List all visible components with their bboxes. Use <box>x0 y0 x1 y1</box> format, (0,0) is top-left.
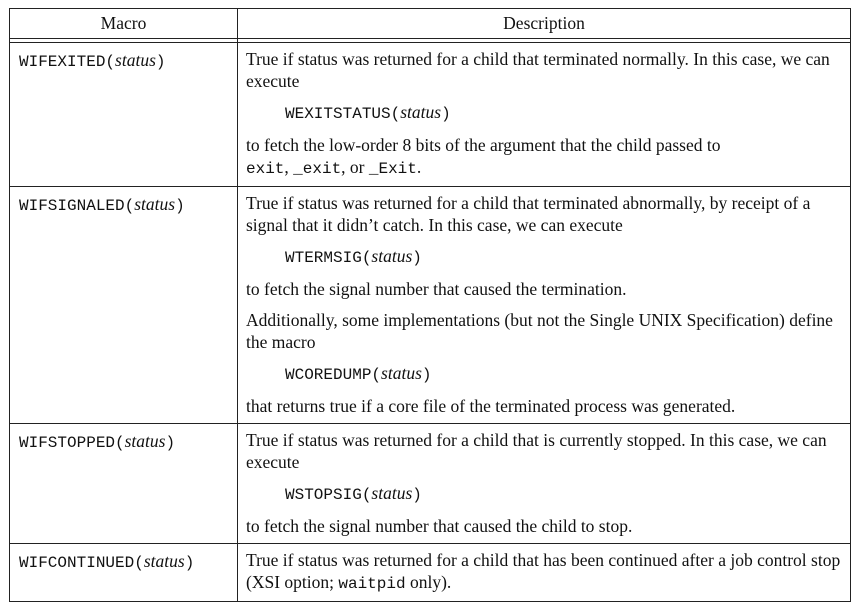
description-cell <box>238 544 851 602</box>
code-example: WCOREDUMP(status) <box>285 363 432 384</box>
table-row <box>10 544 851 602</box>
description-cell <box>238 424 851 544</box>
description-text: True if status was returned for a child that terminated normally. In this case, we can execute <box>246 49 830 91</box>
description-text: to fetch the signal number that caused the termination. <box>246 279 627 299</box>
description-text: True if status was returned for a child that has been continued after a job control stop (XSI option; waitpid only). <box>246 550 841 593</box>
description-text: to fetch the signal number that caused the child to stop. <box>246 516 633 536</box>
macro-name: WIFSIGNALED <box>19 197 125 215</box>
macro-arg: status <box>124 431 166 451</box>
macro-name: WIFSTOPPED <box>19 434 116 452</box>
code-example: WSTOPSIG(status) <box>285 483 422 504</box>
table-header-row <box>10 9 851 39</box>
description-cell <box>238 43 851 187</box>
macro-name: WIFEXITED <box>19 53 106 71</box>
description-text: that returns true if a core file of the terminated process was generated. <box>246 396 736 416</box>
document <box>9 8 850 602</box>
description-cell <box>238 187 851 424</box>
macro-cell: WIFSTOPPED(status) <box>10 424 238 544</box>
description-text: True if status was returned for a child that is currently stopped. In this case, we can execute <box>246 430 827 472</box>
macro-arg: status <box>134 194 176 214</box>
header-description: Description <box>238 9 851 39</box>
table-row <box>10 187 851 424</box>
macro-arg: status <box>143 551 185 571</box>
code-example: WEXITSTATUS(status) <box>285 102 451 123</box>
macro-name: WIFCONTINUED <box>19 554 135 572</box>
code-example: WTERMSIG(status) <box>285 246 422 267</box>
macro-cell: WIFEXITED(status) <box>10 43 238 187</box>
macro-table <box>9 8 851 602</box>
macro-arg: status <box>115 50 156 70</box>
macro-cell: WIFCONTINUED(status) <box>10 544 238 602</box>
table-row <box>10 43 851 187</box>
description-text: True if status was returned for a child that terminated abnormally, by receipt of a signal that it didn’t catch. In this case, we can execute <box>246 193 811 235</box>
header-macro: Macro <box>10 9 238 39</box>
table-row <box>10 424 851 544</box>
description-text: Additionally, some implementations (but not the Single UNIX Specification) define the macro <box>246 310 833 352</box>
macro-cell: WIFSIGNALED(status) <box>10 187 238 424</box>
description-text: to fetch the low-order 8 bits of the argument that the child passed to exit, _exit, or _Exit. <box>246 135 721 178</box>
